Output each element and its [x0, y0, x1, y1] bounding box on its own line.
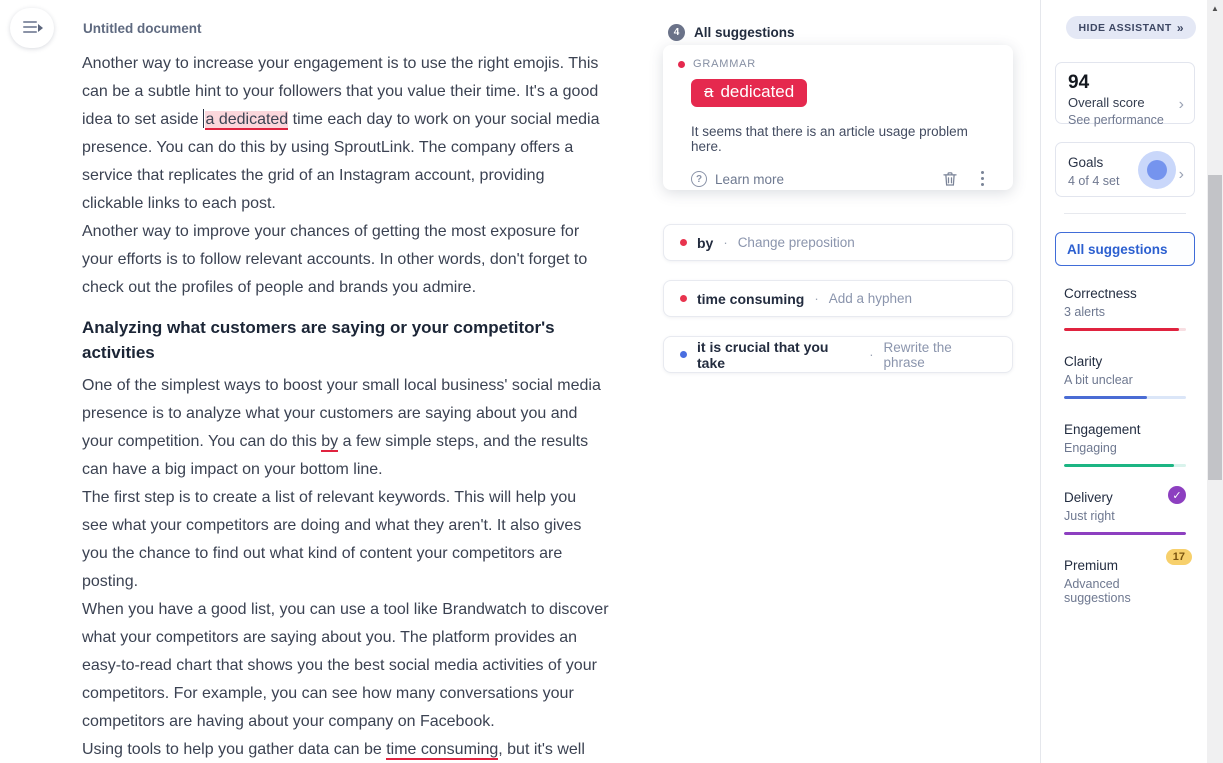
document-text-line: [82, 190, 622, 218]
kebab-menu-icon[interactable]: [981, 171, 985, 187]
category-correctness[interactable]: [1064, 286, 1186, 354]
suggestion-card-expanded[interactable]: [663, 45, 1013, 190]
suggestion-category-row: [678, 58, 985, 70]
text-segment: competitors. For example, you can see how many conversations your: [82, 685, 574, 702]
text-segment: Using tools to help you gather data can be: [82, 741, 387, 758]
text-segment: activities: [82, 343, 155, 362]
separator-dot: ·: [869, 347, 874, 362]
category-premium[interactable]: [1064, 551, 1186, 626]
document-text-line: [82, 134, 622, 162]
scrollbar[interactable]: [1207, 0, 1223, 763]
removed-word: a: [704, 82, 714, 101]
document-heading-line: [82, 340, 622, 365]
hamburger-arrow-icon: [23, 21, 41, 35]
category-status: A bit unclear: [1064, 373, 1133, 387]
suggestion-action: Change preposition: [737, 235, 855, 250]
text-segment: The first step is to create a list of relevant keywords. This will help you: [82, 489, 577, 506]
text-segment: time each day to work on your social media: [288, 111, 600, 128]
text-segment: your efforts is to follow relevant accounts. In other words, don't forget to: [82, 251, 588, 268]
category-progress-bar: [1064, 396, 1186, 399]
replacement-word: dedicated: [720, 82, 795, 101]
hide-assistant-button[interactable]: HIDE ASSISTANT »: [1066, 16, 1196, 39]
document-text-line: [82, 428, 622, 456]
text-segment: posting.: [82, 573, 139, 590]
scrollbar-thumb[interactable]: [1208, 175, 1222, 480]
category-clarity[interactable]: [1064, 354, 1186, 422]
suggestion-row[interactable]: [663, 224, 1013, 261]
trash-icon[interactable]: [941, 170, 959, 188]
category-status: Just right: [1064, 509, 1115, 523]
text-segment: what your competitors are saying about you. The platform provides an: [82, 629, 578, 646]
suggestions-title: All suggestions: [694, 25, 795, 40]
text-segment: you the chance to find out what kind of content your competitors are: [82, 545, 563, 562]
document-text-line: [82, 50, 622, 78]
text-segment: easy-to-read chart that shows you the best social media activities of your: [82, 657, 597, 674]
text-segment: Another way to increase your engagement is to use the right emojis. This: [82, 55, 599, 72]
apply-correction-button[interactable]: [691, 79, 807, 107]
underlined-issue-token[interactable]: time consuming: [386, 741, 499, 758]
category-progress-bar: [1064, 532, 1186, 535]
goals-icon: [1138, 151, 1176, 189]
text-segment: presence. You can do this by using SproutLink. The company offers a: [82, 139, 574, 156]
text-segment: idea to set aside: [82, 111, 203, 128]
score-value: 94: [1068, 72, 1090, 93]
document-text-line: [82, 512, 622, 540]
suggestion-phrase: it is crucial that you take: [697, 338, 829, 371]
chevron-right-icon: ›: [1178, 96, 1184, 113]
text-segment: Analyzing what customers are saying or your competitor's: [82, 318, 555, 337]
suggestion-category-label: GRAMMAR: [693, 58, 757, 70]
text-segment: can be a subtle hint to your followers that you value their time. It's a good: [82, 83, 599, 100]
suggestion-row[interactable]: [663, 280, 1013, 317]
suggestion-phrase: time consuming: [697, 290, 805, 307]
document-text-line: [82, 162, 622, 190]
scrollbar-up-arrow[interactable]: ▲: [1211, 4, 1219, 13]
separator-dot: ·: [814, 291, 819, 306]
suggestion-phrase: by: [697, 234, 714, 251]
category-progress-bar: [1064, 464, 1186, 467]
category-name: Delivery: [1064, 490, 1113, 505]
learn-more-link[interactable]: ? Learn more: [691, 171, 784, 187]
document-text-line: [82, 456, 622, 484]
text-segment: When you have a good list, you can use a tool like Brandwatch to discover: [82, 601, 609, 618]
suggestion-action: Add a hyphen: [828, 291, 913, 306]
text-segment: a few simple steps, and the results: [338, 433, 589, 450]
document-text-line: [82, 680, 622, 708]
document-text-line: [82, 568, 622, 596]
category-status: Advanced suggestions: [1064, 577, 1131, 605]
document-text-line: [82, 218, 622, 246]
category-progress-bar: [1064, 328, 1186, 331]
text-segment: see what your competitors are doing and what they aren't. It also gives: [82, 517, 582, 534]
category-name: Correctness: [1064, 286, 1137, 301]
blue-dot-icon: [680, 351, 687, 358]
text-segment: , but it's well: [498, 741, 585, 758]
text-segment: check out the profiles of people and brands you admire.: [82, 279, 477, 296]
document-text-line: [82, 106, 622, 134]
document-editor[interactable]: [82, 50, 622, 763]
category-status: Engaging: [1064, 441, 1117, 455]
text-segment: service that replicates the grid of an Instagram account, providing: [82, 167, 545, 184]
category-status: 3 alerts: [1064, 305, 1105, 319]
separator-dot: ·: [723, 235, 728, 250]
see-performance-link: See performance: [1068, 113, 1164, 127]
document-title: Untitled document: [83, 21, 202, 36]
category-delivery[interactable]: [1064, 490, 1186, 558]
text-segment: competitors are having about your company on Facebook.: [82, 713, 495, 730]
document-text-line: [82, 484, 622, 512]
goals-label: Goals: [1068, 155, 1104, 170]
document-text-line: [82, 246, 622, 274]
document-text-line: [82, 708, 622, 736]
question-circle-icon: ?: [691, 171, 707, 187]
document-text-line: [82, 372, 622, 400]
text-segment: clickable links to each post.: [82, 195, 276, 212]
text-segment: can have a big impact on your bottom line.: [82, 461, 383, 478]
category-engagement[interactable]: [1064, 422, 1186, 490]
highlighted-issue-token[interactable]: a dedicated: [205, 111, 289, 128]
text-segment: presence is to analyze what your customers are saying about you and: [82, 405, 578, 422]
document-text-line: [82, 78, 622, 106]
text-segment: One of the simplest ways to boost your small local business' social media: [82, 377, 601, 394]
category-name: Clarity: [1064, 354, 1103, 369]
document-text-line: [82, 274, 622, 302]
grammar-dot-icon: [678, 61, 685, 68]
overall-score-card[interactable]: [1055, 62, 1195, 127]
red-dot-icon: [680, 295, 687, 302]
chevron-right-icon: ›: [1178, 166, 1184, 183]
premium-count-badge: 17: [1166, 549, 1192, 565]
all-suggestions-filter-button[interactable]: All suggestions: [1055, 232, 1195, 266]
document-text-line: [82, 736, 622, 763]
suggestions-header: [668, 24, 795, 41]
sidebar-section-divider: [1064, 213, 1186, 214]
goals-sub: 4 of 4 set: [1068, 174, 1120, 188]
check-icon: ✓: [1168, 486, 1186, 504]
document-text-line: [82, 400, 622, 428]
score-label: Overall score: [1068, 95, 1145, 110]
goals-card[interactable]: [1055, 142, 1195, 197]
suggestions-count-badge: 4: [668, 24, 685, 41]
double-chevron-icon: »: [1176, 20, 1184, 35]
suggestion-description: It seems that there is an article usage problem here.: [691, 124, 968, 154]
text-segment: Another way to improve your chances of getting the most exposure for: [82, 223, 580, 240]
document-text-line: [82, 596, 622, 624]
underlined-issue-token[interactable]: by: [321, 433, 339, 450]
category-name: Premium: [1064, 558, 1119, 573]
suggestion-action: Rewrite the phrase: [883, 339, 952, 370]
document-heading-line: [82, 315, 622, 340]
assistant-sidebar: [1041, 0, 1207, 763]
text-segment: your competition. You can do this: [82, 433, 322, 450]
category-name: Engagement: [1064, 422, 1141, 437]
document-text-line: [82, 652, 622, 680]
document-text-line: [82, 540, 622, 568]
red-dot-icon: [680, 239, 687, 246]
suggestion-row[interactable]: [663, 336, 1013, 373]
document-text-line: [82, 624, 622, 652]
sidebar-toggle-button[interactable]: [10, 8, 54, 48]
